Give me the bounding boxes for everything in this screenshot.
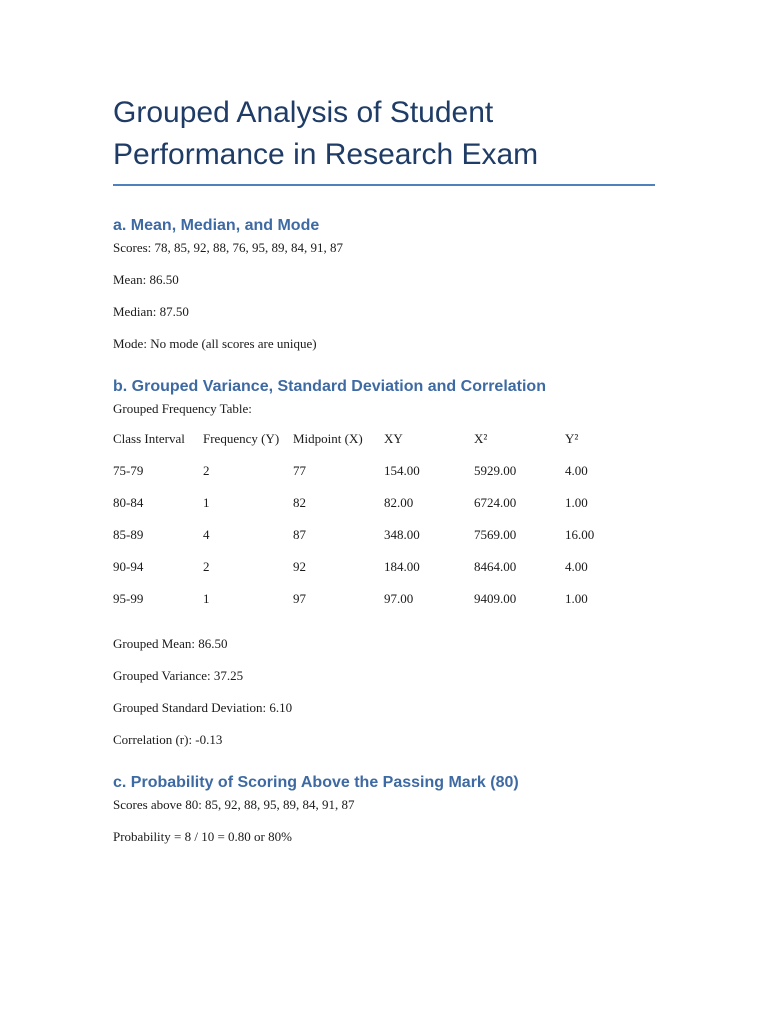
table-cell: 97 [293, 591, 306, 606]
table-row [113, 558, 655, 590]
table-cell: 348.00 [384, 527, 420, 542]
mode-text: Mode: No mode (all scores are unique) [113, 336, 317, 351]
table-cell: 4.00 [565, 559, 588, 574]
table-cell: 97.00 [384, 591, 414, 606]
table-cell: 1.00 [565, 495, 588, 510]
table-cell: 9409.00 [474, 591, 517, 606]
table-cell: 1 [203, 591, 210, 606]
column-header: XY [384, 431, 403, 446]
section-a-heading: a. Mean, Median, and Mode [113, 217, 320, 234]
table-row [113, 494, 655, 526]
table-cell: 77 [293, 463, 306, 478]
mean-text: Mean: 86.50 [113, 272, 179, 287]
section-c-heading: c. Probability of Scoring Above the Passing Mark (80) [113, 774, 519, 791]
table-cell: 4 [203, 527, 210, 542]
table-cell: 7569.00 [474, 527, 517, 542]
table-cell: 16.00 [565, 527, 595, 542]
grouped-sd-text: Grouped Standard Deviation: 6.10 [113, 700, 293, 715]
table-cell: 80-84 [113, 495, 144, 510]
column-header: Frequency (Y) [203, 431, 280, 446]
probability-text: Probability = 8 / 10 = 0.80 or 80% [113, 829, 292, 844]
column-header: Class Interval [113, 431, 185, 446]
column-header: Y² [565, 431, 579, 446]
table-caption: Grouped Frequency Table: [113, 401, 252, 416]
table-cell: 1.00 [565, 591, 588, 606]
table-row [113, 462, 655, 494]
table-cell: 75-79 [113, 463, 144, 478]
grouped-mean-text: Grouped Mean: 86.50 [113, 636, 228, 651]
table-row [113, 526, 655, 558]
table-cell: 85-89 [113, 527, 144, 542]
section-b-heading: b. Grouped Variance, Standard Deviation and Correlation [113, 378, 546, 395]
document-title: Grouped Analysis of Student Performance in Research Exam [113, 92, 655, 186]
table-row [113, 590, 655, 622]
column-header: X² [474, 431, 488, 446]
scores-above-text: Scores above 80: 85, 92, 88, 95, 89, 84, 91, 87 [113, 797, 355, 812]
table-cell: 92 [293, 559, 306, 574]
correlation-text: Correlation (r): -0.13 [113, 732, 223, 747]
table-cell: 8464.00 [474, 559, 517, 574]
table-cell: 1 [203, 495, 210, 510]
table-cell: 82.00 [384, 495, 414, 510]
table-cell: 154.00 [384, 463, 420, 478]
table-cell: 87 [293, 527, 306, 542]
scores-text: Scores: 78, 85, 92, 88, 76, 95, 89, 84, 91, 87 [113, 240, 344, 255]
median-text: Median: 87.50 [113, 304, 189, 319]
table-cell: 2 [203, 559, 210, 574]
table-header-row [113, 430, 655, 462]
table-cell: 95-99 [113, 591, 144, 606]
table-cell: 5929.00 [474, 463, 517, 478]
document-page [113, 92, 655, 845]
table-cell: 90-94 [113, 559, 144, 574]
grouped-variance-text: Grouped Variance: 37.25 [113, 668, 244, 683]
table-cell: 82 [293, 495, 306, 510]
grouped-frequency-table [113, 430, 655, 622]
table-cell: 6724.00 [474, 495, 517, 510]
table-cell: 4.00 [565, 463, 588, 478]
column-header: Midpoint (X) [293, 431, 363, 446]
table-cell: 2 [203, 463, 210, 478]
table-cell: 184.00 [384, 559, 420, 574]
